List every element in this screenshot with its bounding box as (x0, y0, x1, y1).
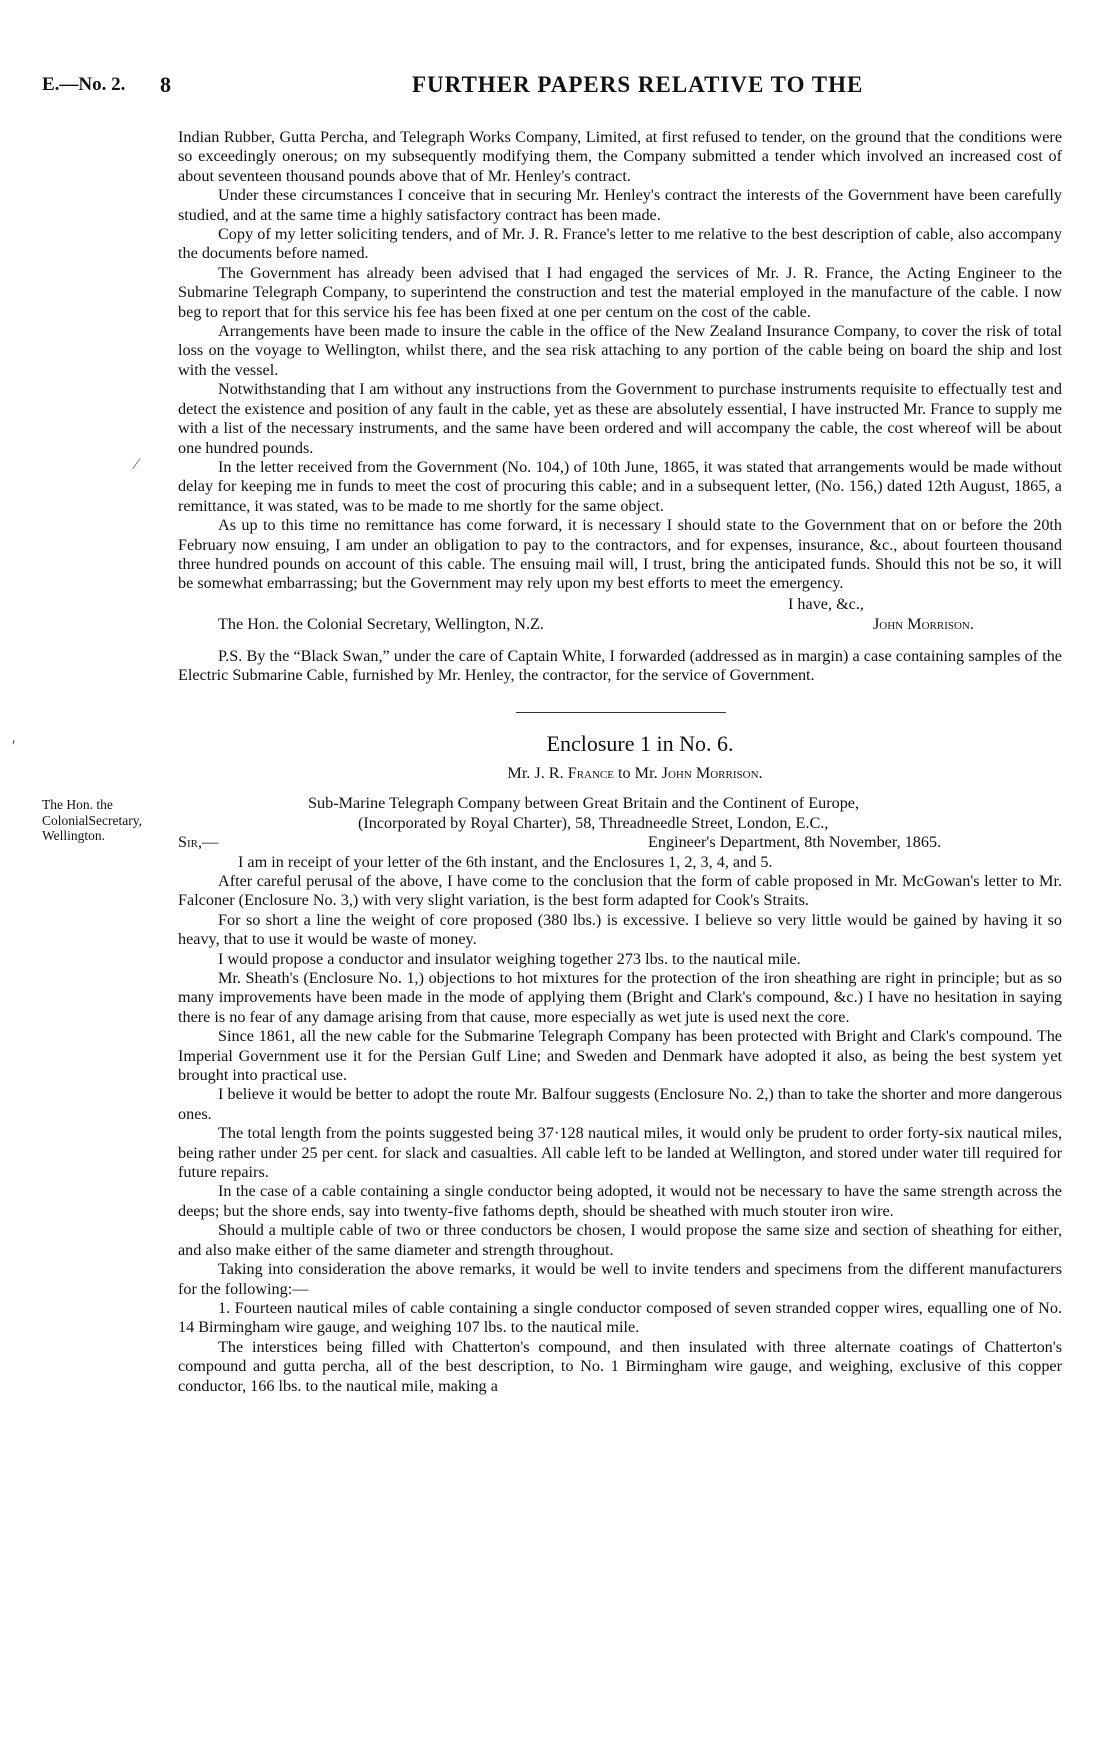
pencil-tick-mark: ⁄ (135, 456, 138, 473)
margin-note-line: The Hon. the (42, 797, 113, 812)
letter-signature: John Morrison. (873, 614, 974, 633)
document-body (178, 128, 1062, 1396)
enclosure-list-item: 1. Fourteen nautical miles of cable containing a single conductor composed of seven stranded copper wires, equalling one of No. 14 Birmingham wire gauge, and weighing 107 lbs. to the nautical mile. (178, 1298, 1062, 1337)
running-title: FURTHER PAPERS RELATIVE TO THE (412, 72, 864, 97)
page-number: 8 (160, 72, 171, 97)
closing-row (178, 595, 1062, 615)
enclosure-paragraph: Should a multiple cable of two or three conductors be chosen, I would propose the same size and section of sheathing for either, and also make either of the same diameter and strength throughout. (178, 1221, 1062, 1259)
enclosure-paragraph: I believe it would be better to adopt the route Mr. Balfour suggests (Enclosure No. 2,) than to take the shorter and more dangerous ones. (178, 1085, 1062, 1123)
salutation-row (178, 833, 1062, 853)
enclosure-paragraph: Taking into consideration the above remarks, it would be well to invite tenders and specimens from the different manufacturers for the following:— (178, 1260, 1062, 1298)
postscript-block (178, 647, 1062, 686)
margin-note-line: ColonialSecretary, (42, 812, 142, 828)
address-row (178, 615, 1062, 637)
enclosure-paragraph: I would propose a conductor and insulator weighing together 273 lbs. to the nautical mile. (218, 949, 801, 968)
letterhead-line: Sub-Marine Telegraph Company between Great Britain and the Continent of Europe, (308, 793, 860, 812)
letterhead (178, 793, 1062, 833)
enclosure-paragraph: Since 1861, all the new cable for the Submarine Telegraph Company has been protected with Bright and Clark's compound. The Imperial Government use it for the Persian Gulf Line; and Sweden and Denmark have adopted it also, as being the best system yet brought into practical use. (178, 1027, 1062, 1085)
dateline: Engineer's Department, 8th November, 1865. (648, 832, 942, 851)
letter-paragraph: Indian Rubber, Gutta Percha, and Telegraph Works Company, Limited, at first refused to tender, on the ground that the conditions were so exceedingly onerous; on my subsequently modifying them, the Company submitted a tender which involved an increased cost of about seventeen thousand pounds above that of Mr. Henley's contract. (178, 128, 1062, 185)
enclosure-paragraph: Mr. Sheath's (Enclosure No. 1,) objections to hot mixtures for the protection of the iron sheathing are right in principle; but as so many improvements have been made in the mode of applying them (Bright and Clark's compound, &c.) I have no hesitation in saying there is no fear of any damage arising from that cause, more especially as wet jute is used next the core. (178, 969, 1062, 1026)
letter-paragraph: Arrangements have been made to insure the cable in the office of the New Zealand Insurance Company, to cover the risk of total loss on the voyage to Wellington, whilst there, and the sea risk attaching to any portion of the cable being on board the ship and lost with the vessel. (178, 322, 1062, 379)
letter-addressee: The Hon. the Colonial Secretary, Wellington, N.Z. (218, 614, 544, 633)
enclosure-paragraph: The interstices being filled with Chatterton's compound, and then insulated with three alternate coatings of Chatterton's compound and gutta percha, all of the best description, to No. 1 Birmingham wire gauge, and weighing, exclusive of this copper conductor, 166 lbs. to the nautical mile, making a (178, 1337, 1062, 1395)
letter-paragraph: Under these circumstances I conceive that in securing Mr. Henley's contract the interests of the Government have been carefully studied, and at the same time a highly satisfactory contract has been made. (178, 186, 1062, 224)
enclosure-sender: France (567, 763, 614, 782)
paper-reference: E.—No. 2. (42, 74, 126, 95)
letterhead-line: (Incorporated by Royal Charter), 58, Threadneedle Street, London, E.C., (358, 813, 829, 832)
enclosure-paragraph: For so short a line the weight of core proposed (380 lbs.) is excessive. I believe so very little would be gained by having it so heavy, that to use it would be waste of money. (178, 910, 1062, 949)
enclosure-subtitle: Mr. J. R. France to Mr. John Morrison. (507, 763, 763, 782)
letter-paragraph: Notwithstanding that I am without any instructions from the Government to purchase instruments requisite to effectually test and detect the existence and position of any fault in the cable, yet as these are absolutely essential, I have instructed Mr. France to supply me with a list of the necessary instruments, and the same have been ordered and will accompany the cable, the cost whereof will be about one hundred pounds. (178, 380, 1062, 457)
running-header (42, 72, 1052, 102)
letter-paragraph: As up to this time no remittance has come forward, it is necessary I should state to the Government that on or before the 20th February now ensuing, I am under an obligation to pay to the contractors, and for expenses, insurance, &c., about fourteen thousand three hundred pounds on account of this cable. The ensuing mail will, I trust, bring the anticipated funds. Should this not be so, it will be somewhat embarrassing; but the Government may rely upon my best efforts to meet the emergency. (178, 516, 1062, 593)
enclosure-paragraph: After careful perusal of the above, I have come to the conclusion that the form of cable proposed in Mr. McGowan's letter to Mr. Falconer (Enclosure No. 3,) with very slight variation, is the best form adapted for Cook's Straits. (178, 871, 1062, 910)
margin-note (42, 797, 182, 844)
enclosure-paragraph: I am in receipt of your letter of the 6th instant, and the Enclosures 1, 2, 3, 4, and 5. (238, 852, 773, 871)
enclosure-title: Enclosure 1 in No. 6. (546, 730, 734, 756)
letter-paragraph: The Government has already been advised that I had engaged the services of Mr. J. R. France, the Acting Engineer to the Submarine Telegraph Company, to superintend the construction and test the material employed in the manufacture of the cable. I now beg to report that for this service his fee has been fixed at one per centum on the cost of the cable. (178, 263, 1062, 321)
salutation: Sir,— (178, 832, 219, 851)
section-divider (516, 712, 726, 713)
margin-note-line: Wellington. (42, 828, 106, 843)
enclosure-recipient: John Morrison. (661, 763, 763, 782)
postscript: P.S. By the “Black Swan,” under the care of Captain White, I forwarded (addressed as in margin) a case containing samples of the Electric Submarine Cable, furnished by Mr. Henley, the contractor, for the service of Government. (178, 646, 1062, 685)
letter-paragraph: Copy of my letter soliciting tenders, and of Mr. J. R. France's letter to me relative to the best description of cable, also accompany the documents before named. (178, 225, 1062, 263)
enclosure-paragraph: In the case of a cable containing a single conductor being adopted, it would not be necessary to have the same strength across the deeps; but the shore ends, say into twenty-five fathoms depth, should be sheathed with much stouter iron wire. (178, 1182, 1062, 1220)
pencil-dot-mark: ′ (12, 738, 16, 755)
letter-paragraph: In the letter received from the Government (No. 104,) of 10th June, 1865, it was stated that arrangements would be made without delay for keeping me in funds to meet the cost of procuring this cable; and in a subsequent letter, (No. 156,) dated 12th August, 1865, a remittance, it was stated, was to be made to me shortly for the same object. (178, 457, 1062, 515)
letter-closing: I have, &c., (788, 594, 864, 613)
enclosure-paragraph: The total length from the points suggested being 37·128 nautical miles, it would only be prudent to order forty-six nautical miles, being rather under 25 per cent. for slack and casualties. All cable left to be landed at Wellington, and stored under water till required for future repairs. (178, 1124, 1062, 1182)
